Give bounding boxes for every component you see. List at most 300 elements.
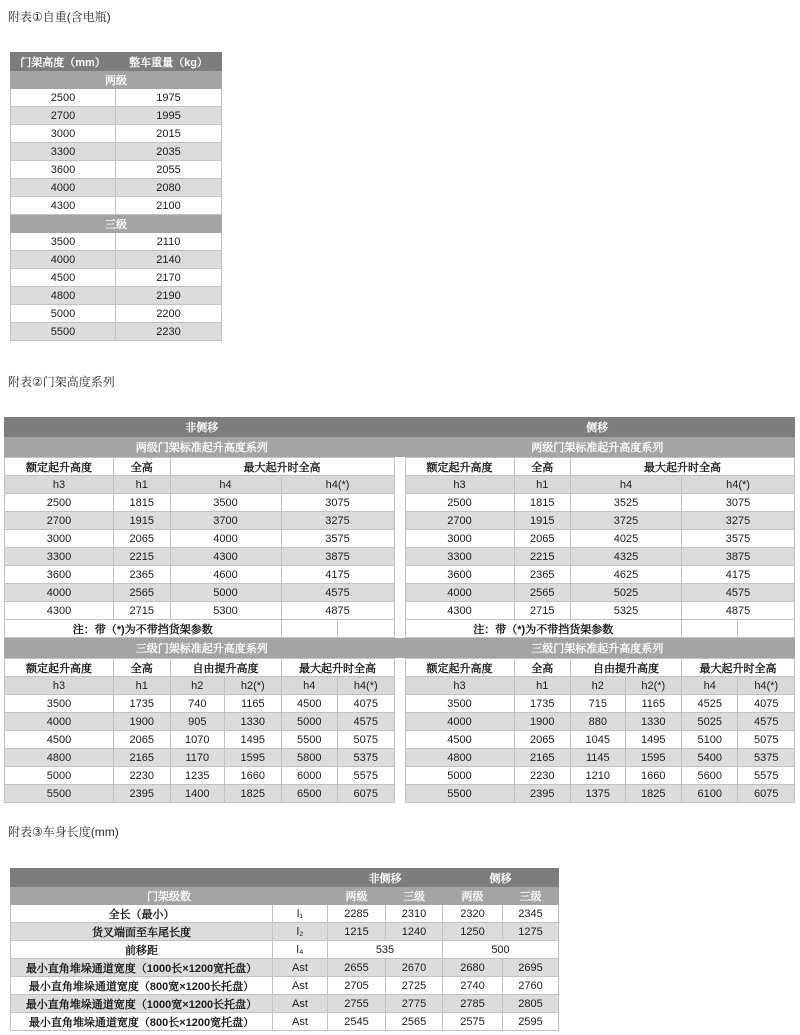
table-row <box>5 530 395 548</box>
three-stage-band <box>4 638 795 658</box>
cell: 4500 <box>281 695 337 713</box>
column-header: 自由提升高度 <box>571 659 682 677</box>
table-row <box>405 731 795 749</box>
cell: 4575 <box>337 713 394 731</box>
note-text: 注：带（*)为不带挡货架参数 <box>405 620 682 638</box>
table-row <box>11 179 222 197</box>
cell: 2065 <box>114 530 170 548</box>
table-row <box>405 494 795 512</box>
table-row <box>5 602 395 620</box>
column-header: h2 <box>170 677 225 695</box>
cell: 4500 <box>5 731 114 749</box>
column-header: h1 <box>114 677 170 695</box>
cell: 2200 <box>116 305 222 323</box>
table-row <box>5 494 395 512</box>
cell: 2110 <box>116 233 222 251</box>
cell: 2395 <box>514 785 570 803</box>
cell: 1825 <box>625 785 681 803</box>
cell: 6075 <box>738 785 795 803</box>
cell: 1495 <box>225 731 281 749</box>
cell: 1660 <box>625 767 681 785</box>
table-row <box>11 941 559 959</box>
column-header: 非侧移 <box>328 869 443 887</box>
cell: 2285 <box>328 905 386 923</box>
cell: 1815 <box>114 494 170 512</box>
cell: 5000 <box>281 713 337 731</box>
cell: 2715 <box>114 602 170 620</box>
band-label: 三级门架标准起升高度系列 <box>531 643 664 655</box>
table-row <box>11 959 559 977</box>
column-header: h4(*) <box>682 476 795 494</box>
table-header-row <box>5 659 395 677</box>
column-header: h3 <box>5 476 114 494</box>
table-row <box>405 785 795 803</box>
table-row <box>5 512 395 530</box>
cell: 2595 <box>503 1013 559 1031</box>
cell: 5300 <box>170 602 281 620</box>
column-header: 额定起升高度 <box>5 659 114 677</box>
three-stage-table-right <box>405 658 796 803</box>
table-subheader-row <box>5 476 395 494</box>
cell: 2230 <box>116 323 222 341</box>
table-subheader-row <box>11 887 559 905</box>
cell: 2740 <box>443 977 503 995</box>
cell: 4600 <box>170 566 281 584</box>
cell: 3000 <box>5 530 114 548</box>
cell: 3575 <box>682 530 795 548</box>
column-header: h4 <box>281 677 337 695</box>
column-header: 三级 <box>503 887 559 905</box>
cell: 2670 <box>386 959 443 977</box>
cell: 1165 <box>225 695 281 713</box>
cell: 2565 <box>114 584 170 602</box>
cell: 2080 <box>116 179 222 197</box>
cell: 2230 <box>114 767 170 785</box>
cell: 5800 <box>281 749 337 767</box>
cell: 2715 <box>514 602 570 620</box>
table-row <box>405 767 795 785</box>
table-row <box>5 713 395 731</box>
table-row <box>11 977 559 995</box>
table-row <box>11 161 222 179</box>
table-header-row <box>5 458 395 476</box>
cell: 1900 <box>514 713 570 731</box>
row-label: 全长（最小） <box>11 905 273 923</box>
table-header-row <box>11 53 222 71</box>
table-row <box>5 749 395 767</box>
column-header: h2(*) <box>225 677 281 695</box>
table-row <box>5 548 395 566</box>
cell: 3725 <box>571 512 682 530</box>
cell: 4175 <box>682 566 795 584</box>
table-row <box>11 233 222 251</box>
band-label: 侧移 <box>586 422 609 434</box>
cell <box>738 620 795 638</box>
table-row <box>11 89 222 107</box>
table-row <box>405 584 795 602</box>
cell: 4075 <box>738 695 795 713</box>
weight-table <box>10 52 222 341</box>
cell: 4575 <box>682 584 795 602</box>
cell: 5500 <box>5 785 114 803</box>
body-length-table <box>10 868 559 1031</box>
column-header: h4 <box>682 677 738 695</box>
column-header: h2(*) <box>625 677 681 695</box>
band-label: 非侧移 <box>185 422 219 434</box>
two-stage-band <box>4 437 795 457</box>
cell: 3525 <box>571 494 682 512</box>
column-header: 两级 <box>443 887 503 905</box>
column-header: h4(*) <box>337 677 394 695</box>
column-header: h1 <box>514 476 570 494</box>
cell: 2345 <box>503 905 559 923</box>
cell: 4300 <box>11 197 116 215</box>
cell: 1495 <box>625 731 681 749</box>
cell: 1595 <box>625 749 681 767</box>
column-header: h1 <box>114 476 170 494</box>
cell: 2500 <box>11 89 116 107</box>
row-label: 最小直角堆垛通道宽度（800宽×1200长托盘） <box>11 977 273 995</box>
column-header: 全高 <box>114 659 170 677</box>
table-row <box>405 566 795 584</box>
cell: 2500 <box>5 494 114 512</box>
cell: 2775 <box>386 995 443 1013</box>
note-row <box>5 620 395 638</box>
cell: 5325 <box>571 602 682 620</box>
table-row <box>11 287 222 305</box>
cell: 6000 <box>281 767 337 785</box>
table-row <box>11 71 222 89</box>
cell: 1235 <box>170 767 225 785</box>
cell: 2655 <box>328 959 386 977</box>
column-header: 侧移 <box>443 869 559 887</box>
band-label: 两级门架标准起升高度系列 <box>531 442 664 454</box>
table-row <box>5 731 395 749</box>
cell: 4025 <box>571 530 682 548</box>
table-row <box>11 269 222 287</box>
column-header: 门架级数 <box>11 887 328 905</box>
column-header: h4 <box>170 476 281 494</box>
cell: 2320 <box>443 905 503 923</box>
column-header: 最大起升时全高 <box>281 659 394 677</box>
cell: 5000 <box>5 767 114 785</box>
cell: 4300 <box>405 602 514 620</box>
table-row <box>11 305 222 323</box>
cell: 2015 <box>116 125 222 143</box>
symbol-cell: Ast <box>273 959 328 977</box>
symbol-cell: l₂ <box>273 923 328 941</box>
cell: 2565 <box>386 1013 443 1031</box>
three-stage-halves <box>4 658 795 803</box>
cell: 6500 <box>281 785 337 803</box>
cell: 1070 <box>170 731 225 749</box>
cell: 535 <box>328 941 443 959</box>
table-row <box>405 548 795 566</box>
cell: 2785 <box>443 995 503 1013</box>
table-subheader-row <box>5 677 395 695</box>
table-row <box>11 197 222 215</box>
cell: 5075 <box>337 731 394 749</box>
table-row <box>5 767 395 785</box>
cell: 2695 <box>503 959 559 977</box>
two-stage-table-right <box>405 457 796 638</box>
cell: 4000 <box>405 713 514 731</box>
table2-title: 附表②门架高度系列 <box>8 375 115 389</box>
table-subheader-row <box>405 677 795 695</box>
cell: 2100 <box>116 197 222 215</box>
cell: 5600 <box>682 767 738 785</box>
column-header: 最大起升时全高 <box>682 659 795 677</box>
cell: 1330 <box>225 713 281 731</box>
row-label: 最小直角堆垛通道宽度（1000长×1200宽托盘） <box>11 959 273 977</box>
table-row <box>405 512 795 530</box>
cell: 4000 <box>5 584 114 602</box>
column-header: h4(*) <box>281 476 394 494</box>
table-row <box>405 713 795 731</box>
cell: 1145 <box>571 749 626 767</box>
cell: 2140 <box>116 251 222 269</box>
two-stage-table-left <box>4 457 395 638</box>
cell: 3300 <box>405 548 514 566</box>
cell: 500 <box>443 941 559 959</box>
cell: 2500 <box>405 494 514 512</box>
cell: 4500 <box>405 731 514 749</box>
column-header: 最大起升时全高 <box>571 458 795 476</box>
three-stage-table-left <box>4 658 395 803</box>
cell: 1915 <box>114 512 170 530</box>
cell: 4525 <box>682 695 738 713</box>
table-row <box>11 143 222 161</box>
cell: 3600 <box>5 566 114 584</box>
column-header: 全高 <box>514 659 570 677</box>
cell: 3075 <box>682 494 795 512</box>
table-row <box>11 215 222 233</box>
table-row <box>5 584 395 602</box>
cell: 4800 <box>405 749 514 767</box>
cell: 4175 <box>281 566 394 584</box>
cell: 2215 <box>114 548 170 566</box>
cell: 2565 <box>514 584 570 602</box>
cell: 1165 <box>625 695 681 713</box>
cell: 1170 <box>170 749 225 767</box>
cell: 4500 <box>11 269 116 287</box>
cell: 2065 <box>514 731 570 749</box>
table-row <box>11 995 559 1013</box>
cell: 3300 <box>5 548 114 566</box>
column-header: 额定起升高度 <box>405 659 514 677</box>
column-header: 自由提升高度 <box>170 659 281 677</box>
cell: 2190 <box>116 287 222 305</box>
cell: 1045 <box>571 731 626 749</box>
cell: 3275 <box>682 512 795 530</box>
cell: 4800 <box>5 749 114 767</box>
cell: 4875 <box>682 602 795 620</box>
cell: 3500 <box>11 233 116 251</box>
cell: 5025 <box>682 713 738 731</box>
cell: 2365 <box>114 566 170 584</box>
cell: 880 <box>571 713 626 731</box>
cell: 2545 <box>328 1013 386 1031</box>
cell: 2755 <box>328 995 386 1013</box>
cell: 2805 <box>503 995 559 1013</box>
cell: 3875 <box>682 548 795 566</box>
note-text: 注：带（*)为不带挡货架参数 <box>5 620 282 638</box>
cell: 3075 <box>281 494 394 512</box>
cell: 715 <box>571 695 626 713</box>
cell: 1375 <box>571 785 626 803</box>
cell: 1595 <box>225 749 281 767</box>
table-row <box>5 695 395 713</box>
table3-title: 附表③车身长度(mm) <box>8 825 119 839</box>
cell: 5075 <box>738 731 795 749</box>
symbol-cell: l₁ <box>273 905 328 923</box>
column-header: 额定起升高度 <box>5 458 114 476</box>
cell: 1250 <box>443 923 503 941</box>
cell: 2395 <box>114 785 170 803</box>
cell: 5000 <box>405 767 514 785</box>
table-row <box>405 695 795 713</box>
cell: 2705 <box>328 977 386 995</box>
table-row <box>11 923 559 941</box>
table-row <box>11 125 222 143</box>
cell: 3600 <box>11 161 116 179</box>
table-row <box>5 566 395 584</box>
column-header: 三级 <box>386 887 443 905</box>
cell: 5400 <box>682 749 738 767</box>
cell: 1215 <box>328 923 386 941</box>
cell: 5375 <box>738 749 795 767</box>
column-header: h3 <box>405 677 514 695</box>
cell: 3500 <box>5 695 114 713</box>
cell: 2065 <box>514 530 570 548</box>
cell: 2165 <box>514 749 570 767</box>
cell: 1825 <box>225 785 281 803</box>
cell: 4325 <box>571 548 682 566</box>
table-row <box>11 251 222 269</box>
cell: 2170 <box>116 269 222 287</box>
cell: 2575 <box>443 1013 503 1031</box>
cell: 3575 <box>281 530 394 548</box>
cell: 4000 <box>405 584 514 602</box>
cell: 3000 <box>405 530 514 548</box>
cell: 2760 <box>503 977 559 995</box>
cell: 6075 <box>337 785 394 803</box>
cell: 1735 <box>114 695 170 713</box>
two-stage-halves <box>4 457 795 638</box>
column-header: 整车重量（kg） <box>116 53 222 71</box>
column-header: h3 <box>5 677 114 695</box>
cell: 5100 <box>682 731 738 749</box>
table-row <box>405 602 795 620</box>
cell: 4575 <box>738 713 795 731</box>
column-header: 额定起升高度 <box>405 458 514 476</box>
cell: 2055 <box>116 161 222 179</box>
cell: 1330 <box>625 713 681 731</box>
table-row <box>11 905 559 923</box>
cell: 1975 <box>116 89 222 107</box>
cell: 6100 <box>682 785 738 803</box>
cell: 4075 <box>337 695 394 713</box>
cell: 905 <box>170 713 225 731</box>
cell: 5500 <box>405 785 514 803</box>
column-header: h2 <box>571 677 626 695</box>
section-label: 两级 <box>11 71 222 89</box>
row-label: 最小直角堆垛通道宽度（1000宽×1200长托盘） <box>11 995 273 1013</box>
cell: 4000 <box>5 713 114 731</box>
row-label: 货叉端面至车尾长度 <box>11 923 273 941</box>
table-row <box>405 749 795 767</box>
table1-title: 附表①自重(含电瓶) <box>8 10 111 24</box>
cell: 2700 <box>405 512 514 530</box>
cell: 5000 <box>11 305 116 323</box>
cell: 1275 <box>503 923 559 941</box>
cell: 5575 <box>337 767 394 785</box>
column-header: 两级 <box>328 887 386 905</box>
cell: 2700 <box>11 107 116 125</box>
cell: 3275 <box>281 512 394 530</box>
cell: 4000 <box>170 530 281 548</box>
cell: 4575 <box>281 584 394 602</box>
cell: 740 <box>170 695 225 713</box>
cell: 1995 <box>116 107 222 125</box>
column-header: 全高 <box>514 458 570 476</box>
symbol-cell: Ast <box>273 995 328 1013</box>
cell: 1900 <box>114 713 170 731</box>
cell: 5000 <box>170 584 281 602</box>
cell: 1815 <box>514 494 570 512</box>
cell: 1660 <box>225 767 281 785</box>
band-label: 两级门架标准起升高度系列 <box>135 442 268 454</box>
symbol-cell: l₄ <box>273 941 328 959</box>
mast-height-table <box>4 417 795 803</box>
note-row <box>405 620 795 638</box>
symbol-cell: Ast <box>273 977 328 995</box>
cell: 5500 <box>281 731 337 749</box>
band-label: 三级门架标准起升高度系列 <box>135 643 268 655</box>
cell: 3300 <box>11 143 116 161</box>
column-header: 全高 <box>114 458 170 476</box>
cell: 2165 <box>114 749 170 767</box>
cell <box>682 620 738 638</box>
cell <box>11 869 328 887</box>
section-label: 三级 <box>11 215 222 233</box>
row-label: 前移距 <box>11 941 273 959</box>
cell: 4000 <box>11 251 116 269</box>
cell: 3500 <box>170 494 281 512</box>
cell: 2065 <box>114 731 170 749</box>
cell: 1915 <box>514 512 570 530</box>
column-header: 门架高度（mm） <box>11 53 116 71</box>
cell: 3875 <box>281 548 394 566</box>
cell: 2230 <box>514 767 570 785</box>
cell: 3500 <box>405 695 514 713</box>
cell: 4625 <box>571 566 682 584</box>
table-row <box>405 530 795 548</box>
cell: 2310 <box>386 905 443 923</box>
shift-band <box>4 417 795 437</box>
column-header: h1 <box>514 677 570 695</box>
cell: 2680 <box>443 959 503 977</box>
cell: 1240 <box>386 923 443 941</box>
table-header-row <box>405 659 795 677</box>
cell: 2700 <box>5 512 114 530</box>
cell: 3000 <box>11 125 116 143</box>
cell: 5375 <box>337 749 394 767</box>
table-row <box>11 1013 559 1031</box>
table-header-row <box>405 458 795 476</box>
cell: 5575 <box>738 767 795 785</box>
cell: 1735 <box>514 695 570 713</box>
